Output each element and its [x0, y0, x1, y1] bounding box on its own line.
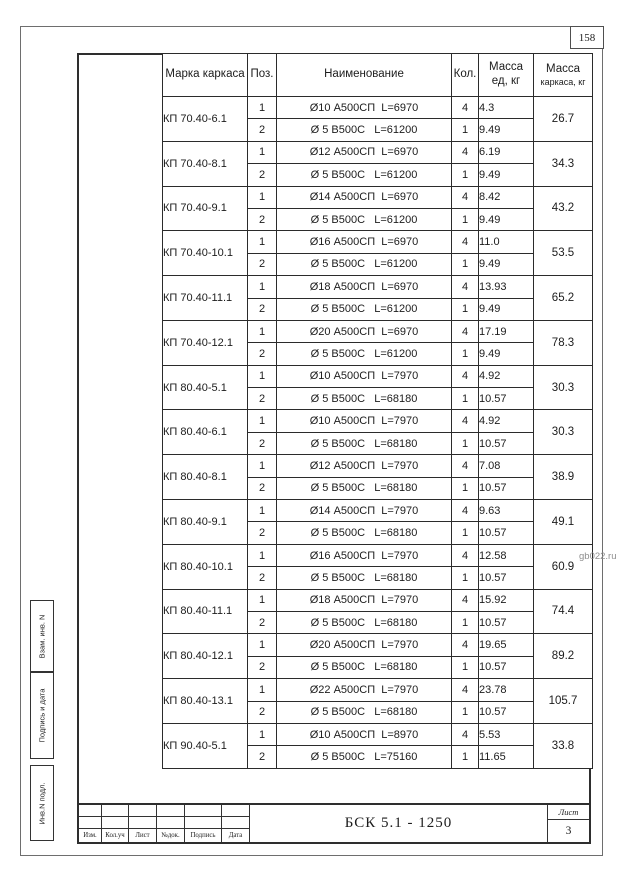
sidebar-box-podpis-data: [30, 672, 54, 759]
unit-mass-cell: 11.65: [479, 746, 534, 768]
unit-mass-cell: 9.49: [479, 343, 534, 365]
qty-cell: 4: [452, 679, 479, 701]
col-header-pos: Поз.: [248, 54, 277, 97]
mark-cell: КП 80.40-6.1: [163, 410, 248, 455]
pos-cell: 1: [248, 365, 277, 387]
pos-cell: 2: [248, 746, 277, 768]
name-cell: Ø 5 В500С L=61200: [277, 343, 452, 365]
col-header-name: Наименование: [277, 54, 452, 97]
unit-mass-cell: 9.49: [479, 253, 534, 275]
qty-cell: 1: [452, 432, 479, 454]
table-row: [163, 276, 593, 298]
frame-mass-cell: 34.3: [534, 141, 593, 186]
col-header-qty: Кол.: [452, 54, 479, 97]
table-row: [163, 410, 593, 432]
unit-mass-cell: 9.49: [479, 119, 534, 141]
qty-cell: 4: [452, 723, 479, 745]
table-row: [163, 679, 593, 701]
unit-mass-cell: 10.57: [479, 611, 534, 633]
document-number: БСК 5.1 - 1250: [250, 805, 548, 842]
name-cell: Ø 5 В500С L=61200: [277, 164, 452, 186]
pos-cell: 1: [248, 141, 277, 163]
pos-cell: 1: [248, 455, 277, 477]
qty-cell: 4: [452, 231, 479, 253]
name-cell: Ø18 А500СП L=6970: [277, 276, 452, 298]
table-row: [163, 141, 593, 163]
frame-mass-cell: 65.2: [534, 276, 593, 321]
name-cell: Ø16 А500СП L=7970: [277, 544, 452, 566]
stamp-label: №док.: [161, 832, 180, 839]
spec-table: [162, 53, 593, 769]
stamp-col-data: [222, 805, 250, 842]
name-cell: Ø 5 В500С L=68180: [277, 611, 452, 633]
qty-cell: 4: [452, 365, 479, 387]
name-cell: Ø12 А500СП L=7970: [277, 455, 452, 477]
name-cell: Ø 5 В500С L=68180: [277, 388, 452, 410]
sidebar-label: Подпись и дата: [37, 688, 47, 743]
qty-cell: 4: [452, 455, 479, 477]
unit-mass-cell: 10.57: [479, 388, 534, 410]
unit-mass-cell: 8.42: [479, 186, 534, 208]
stamp-sheet-box: [548, 805, 589, 842]
unit-mass-cell: 4.92: [479, 365, 534, 387]
qty-cell: 1: [452, 253, 479, 275]
pos-cell: 2: [248, 119, 277, 141]
stamp-col-koluch: [102, 805, 129, 842]
unit-mass-cell: 15.92: [479, 589, 534, 611]
pos-cell: 2: [248, 253, 277, 275]
pos-cell: 1: [248, 97, 277, 119]
unit-mass-cell: 7.08: [479, 455, 534, 477]
stamp-label: Подпись: [190, 832, 216, 839]
name-cell: Ø 5 В500С L=61200: [277, 119, 452, 141]
qty-cell: 1: [452, 701, 479, 723]
qty-cell: 4: [452, 589, 479, 611]
sheet-number: 3: [565, 825, 572, 837]
unit-mass-cell: 11.0: [479, 231, 534, 253]
pos-cell: 2: [248, 164, 277, 186]
spec-table-header: [163, 54, 593, 97]
name-cell: Ø14 А500СП L=6970: [277, 186, 452, 208]
sidebar-box-inv-podl: [30, 765, 54, 841]
name-cell: Ø20 А500СП L=7970: [277, 634, 452, 656]
pos-cell: 1: [248, 276, 277, 298]
col-header-mark: Марка каркаса: [163, 54, 248, 97]
stamp-col-list: [129, 805, 157, 842]
frame-mass-cell: 89.2: [534, 634, 593, 679]
mark-cell: КП 70.40-6.1: [163, 97, 248, 142]
qty-cell: 1: [452, 477, 479, 499]
name-cell: Ø 5 В500С L=61200: [277, 253, 452, 275]
col-header-frame-mass: Масса каркаса, кг: [534, 54, 593, 97]
name-cell: Ø 5 В500С L=68180: [277, 701, 452, 723]
page-number: 158: [578, 31, 596, 44]
table-row: [163, 320, 593, 342]
qty-cell: 4: [452, 97, 479, 119]
name-cell: Ø 5 В500С L=75160: [277, 746, 452, 768]
unit-mass-cell: 10.57: [479, 522, 534, 544]
qty-cell: 1: [452, 298, 479, 320]
sidebar-box-vzam-inv: [30, 600, 54, 672]
frame-mass-cell: 78.3: [534, 320, 593, 365]
qty-cell: 1: [452, 567, 479, 589]
unit-mass-cell: 9.49: [479, 208, 534, 230]
mark-cell: КП 80.40-10.1: [163, 544, 248, 589]
unit-mass-cell: 10.57: [479, 701, 534, 723]
qty-cell: 4: [452, 500, 479, 522]
sidebar-label: Инв.N подл.: [37, 781, 47, 825]
unit-mass-cell: 5.53: [479, 723, 534, 745]
frame-mass-cell: 74.4: [534, 589, 593, 634]
table-row: [163, 634, 593, 656]
pos-cell: 1: [248, 320, 277, 342]
mark-cell: КП 70.40-8.1: [163, 141, 248, 186]
qty-cell: 1: [452, 522, 479, 544]
name-cell: Ø10 А500СП L=8970: [277, 723, 452, 745]
name-cell: Ø 5 В500С L=68180: [277, 432, 452, 454]
name-cell: Ø 5 В500С L=68180: [277, 522, 452, 544]
name-cell: Ø22 А500СП L=7970: [277, 679, 452, 701]
pos-cell: 2: [248, 522, 277, 544]
frame-mass-cell: 105.7: [534, 679, 593, 724]
pos-cell: 1: [248, 589, 277, 611]
qty-cell: 4: [452, 186, 479, 208]
name-cell: Ø14 А500СП L=7970: [277, 500, 452, 522]
qty-cell: 4: [452, 141, 479, 163]
unit-mass-cell: 23.78: [479, 679, 534, 701]
name-cell: Ø 5 В500С L=61200: [277, 298, 452, 320]
qty-cell: 1: [452, 656, 479, 678]
name-cell: Ø16 А500СП L=6970: [277, 231, 452, 253]
table-row: [163, 97, 593, 119]
mark-cell: КП 80.40-12.1: [163, 634, 248, 679]
qty-cell: 1: [452, 208, 479, 230]
unit-mass-cell: 10.57: [479, 567, 534, 589]
qty-cell: 4: [452, 320, 479, 342]
name-cell: Ø18 А500СП L=7970: [277, 589, 452, 611]
table-row: [163, 500, 593, 522]
unit-mass-cell: 9.63: [479, 500, 534, 522]
table-row: [163, 231, 593, 253]
qty-cell: 1: [452, 164, 479, 186]
mark-cell: КП 70.40-11.1: [163, 276, 248, 321]
name-cell: Ø10 А500СП L=7970: [277, 365, 452, 387]
unit-mass-cell: 19.65: [479, 634, 534, 656]
name-cell: Ø 5 В500С L=68180: [277, 477, 452, 499]
frame-mass-cell: 38.9: [534, 455, 593, 500]
mark-cell: КП 80.40-5.1: [163, 365, 248, 410]
unit-mass-cell: 4.92: [479, 410, 534, 432]
qty-cell: 1: [452, 388, 479, 410]
pos-cell: 2: [248, 432, 277, 454]
qty-cell: 1: [452, 343, 479, 365]
unit-mass-cell: 13.93: [479, 276, 534, 298]
pos-cell: 1: [248, 231, 277, 253]
name-cell: Ø 5 В500С L=68180: [277, 567, 452, 589]
frame-mass-cell: 53.5: [534, 231, 593, 276]
stamp-col-podpis: [185, 805, 222, 842]
watermark: gb022.ru: [579, 551, 617, 562]
table-row: [163, 455, 593, 477]
name-cell: Ø20 А500СП L=6970: [277, 320, 452, 342]
sheet-label: Лист: [548, 805, 589, 820]
frame-mass-cell: 43.2: [534, 186, 593, 231]
page-number-box: [570, 26, 604, 49]
mark-cell: КП 70.40-12.1: [163, 320, 248, 365]
qty-cell: 4: [452, 276, 479, 298]
qty-cell: 1: [452, 746, 479, 768]
unit-mass-cell: 10.57: [479, 432, 534, 454]
qty-cell: 1: [452, 611, 479, 633]
name-cell: Ø 5 В500С L=68180: [277, 656, 452, 678]
qty-cell: 4: [452, 410, 479, 432]
name-cell: Ø 5 В500С L=61200: [277, 208, 452, 230]
sidebar-label: Взам. инв. N: [37, 614, 47, 658]
pos-cell: 1: [248, 500, 277, 522]
qty-cell: 4: [452, 544, 479, 566]
frame-mass-cell: 30.3: [534, 365, 593, 410]
frame-mass-cell: 60.9: [534, 544, 593, 589]
pos-cell: 1: [248, 544, 277, 566]
pos-cell: 2: [248, 611, 277, 633]
stamp-col-izm: [79, 805, 102, 842]
unit-mass-cell: 4.3: [479, 97, 534, 119]
mark-cell: КП 80.40-11.1: [163, 589, 248, 634]
unit-mass-cell: 9.49: [479, 298, 534, 320]
stamp-label: Лист: [135, 832, 150, 839]
pos-cell: 2: [248, 388, 277, 410]
unit-mass-cell: 10.57: [479, 477, 534, 499]
pos-cell: 2: [248, 567, 277, 589]
spec-table-body: [163, 97, 593, 769]
qty-cell: 1: [452, 119, 479, 141]
pos-cell: 2: [248, 343, 277, 365]
frame-mass-cell: 30.3: [534, 410, 593, 455]
table-row: [163, 723, 593, 745]
mark-cell: КП 70.40-10.1: [163, 231, 248, 276]
unit-mass-cell: 10.57: [479, 656, 534, 678]
name-cell: Ø12 А500СП L=6970: [277, 141, 452, 163]
table-row: [163, 365, 593, 387]
table-row: [163, 544, 593, 566]
mark-cell: КП 70.40-9.1: [163, 186, 248, 231]
unit-mass-cell: 9.49: [479, 164, 534, 186]
frame-mass-cell: 49.1: [534, 500, 593, 545]
stamp-col-ndok: [157, 805, 185, 842]
mark-cell: КП 90.40-5.1: [163, 723, 248, 768]
unit-mass-cell: 6.19: [479, 141, 534, 163]
pos-cell: 2: [248, 477, 277, 499]
pos-cell: 1: [248, 723, 277, 745]
mark-cell: КП 80.40-8.1: [163, 455, 248, 500]
qty-cell: 4: [452, 634, 479, 656]
mark-cell: КП 80.40-13.1: [163, 679, 248, 724]
pos-cell: 1: [248, 634, 277, 656]
mark-cell: КП 80.40-9.1: [163, 500, 248, 545]
pos-cell: 2: [248, 298, 277, 320]
name-cell: Ø10 А500СП L=7970: [277, 410, 452, 432]
pos-cell: 1: [248, 186, 277, 208]
title-block: [77, 803, 591, 844]
pos-cell: 1: [248, 410, 277, 432]
table-row: [163, 186, 593, 208]
col-header-unit-mass: Масса ед, кг: [479, 54, 534, 97]
pos-cell: 2: [248, 701, 277, 723]
pos-cell: 1: [248, 679, 277, 701]
pos-cell: 2: [248, 208, 277, 230]
stamp-label: Изм.: [83, 832, 97, 839]
table-row: [163, 589, 593, 611]
name-cell: Ø10 А500СП L=6970: [277, 97, 452, 119]
unit-mass-cell: 12.58: [479, 544, 534, 566]
stamp-label: Дата: [228, 832, 243, 839]
unit-mass-cell: 17.19: [479, 320, 534, 342]
stamp-label: Кол.уч: [105, 832, 125, 839]
frame-mass-cell: 33.8: [534, 723, 593, 768]
frame-mass-cell: 26.7: [534, 97, 593, 142]
pos-cell: 2: [248, 656, 277, 678]
